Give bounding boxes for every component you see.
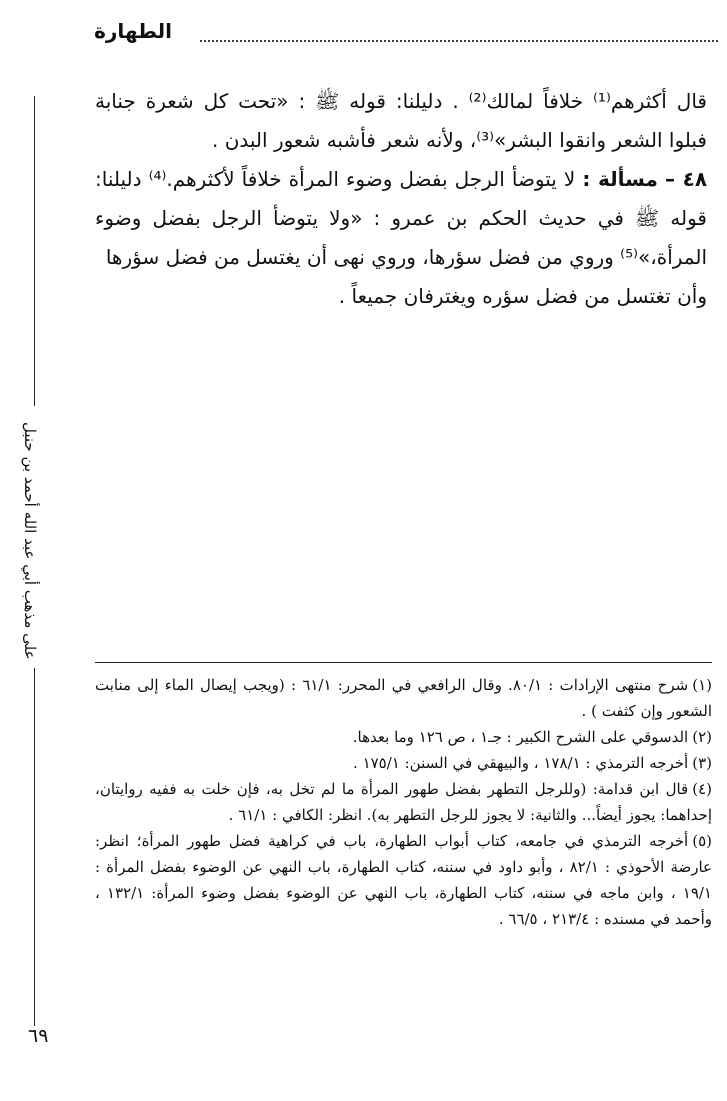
footnote-number: (٣) xyxy=(692,754,712,772)
footnote-number: (١) xyxy=(692,676,712,694)
page-number: ٦٩ xyxy=(28,1025,49,1047)
paragraph-1: قال أكثرهم⁽¹⁾ خلافاً لمالك⁽²⁾ . دليلنا: قوله ﷺ : «تحت كل شعرة جنابة فبلوا الشعر وانقوا البشر»⁽³⁾، ولأنه شعر فأشبه شعور البدن . xyxy=(95,89,707,152)
main-text xyxy=(95,82,707,316)
footnote-3 xyxy=(95,750,712,776)
footnotes xyxy=(95,672,712,932)
issue-label: مسألة : xyxy=(582,167,658,191)
footnote-5 xyxy=(95,828,712,932)
header-rule xyxy=(200,40,718,42)
footnote-text: شرح منتهى الإرادات : ٨٠/١. وقال الرافعي في المحرر: ٦١/١ : (ويجب إيصال الماء إلى منابت الشعور وإن كثفت ) . xyxy=(95,676,712,720)
footnote-1 xyxy=(95,672,712,724)
footnote-text: أخرجه الترمذي : ١٧٨/١ ، والبيهقي في السنن: ١٧٥/١ . xyxy=(353,754,689,772)
side-book-title: على مذهب أبي عبد الله أحمد بن حنبل xyxy=(21,422,39,660)
footnote-number: (٤) xyxy=(692,780,712,798)
footnote-number: (٢) xyxy=(692,728,712,746)
footnote-number: (٥) xyxy=(692,832,712,850)
footnote-text: الدسوقي على الشرح الكبير : جـ١ ، ص ١٢٦ وما بعدها. xyxy=(352,728,689,746)
issue-number: ٤٨ – xyxy=(664,167,708,191)
footnote-text: قال ابن قدامة: (وللرجل التطهر بفضل طهور المرأة ما لم تخل به، فإن خلت به ففيه روايتان، إحداهما: يجوز أيضاً... والثانية: لا يجوز للرجل التطهر به). انظر: الكافي : ٦١/١ . xyxy=(95,780,712,824)
footnote-4 xyxy=(95,776,712,828)
footnote-separator xyxy=(95,662,712,663)
issue-text: لا يتوضأ الرجل بفضل وضوء المرأة خلافاً لأكثرهم.⁽⁴⁾ دليلنا: قوله ﷺ في حديث الحكم بن عمرو : «ولا يتوضأ الرجل بفضل وضوء المرأة،»⁽⁵⁾ وروي من فضل سؤرها، وروي نهى أن يغتسل من فضل سؤرها xyxy=(95,167,707,269)
margin-rule-lower xyxy=(34,668,35,1026)
footnote-text: أخرجه الترمذي في جامعه، كتاب أبواب الطهارة، باب في كراهية فضل طهور المرأة؛ انظر: عارضة الأحوذي : ٨٢/١ ، وأبو داود في سننه، كتاب الطهارة، باب النهي عن الوضوء بفضل المرأة : ١٩/١ ، وابن ماجه في سننه، كتاب الطهارة، باب النهي عن الوضوء بفضل وضوء المرأة: ١٣٢/١ ، وأحمد في مسنده : ٢١٣/٤ ، ٦٦/٥ . xyxy=(95,832,712,928)
issue-paragraph xyxy=(95,160,707,277)
running-title: الطهارة xyxy=(94,19,172,43)
issue-paragraph-end: وأن تغتسل من فضل سؤره ويغترفان جميعاً . xyxy=(338,284,707,308)
footnote-2 xyxy=(95,724,712,750)
margin-rule-upper xyxy=(34,96,35,406)
